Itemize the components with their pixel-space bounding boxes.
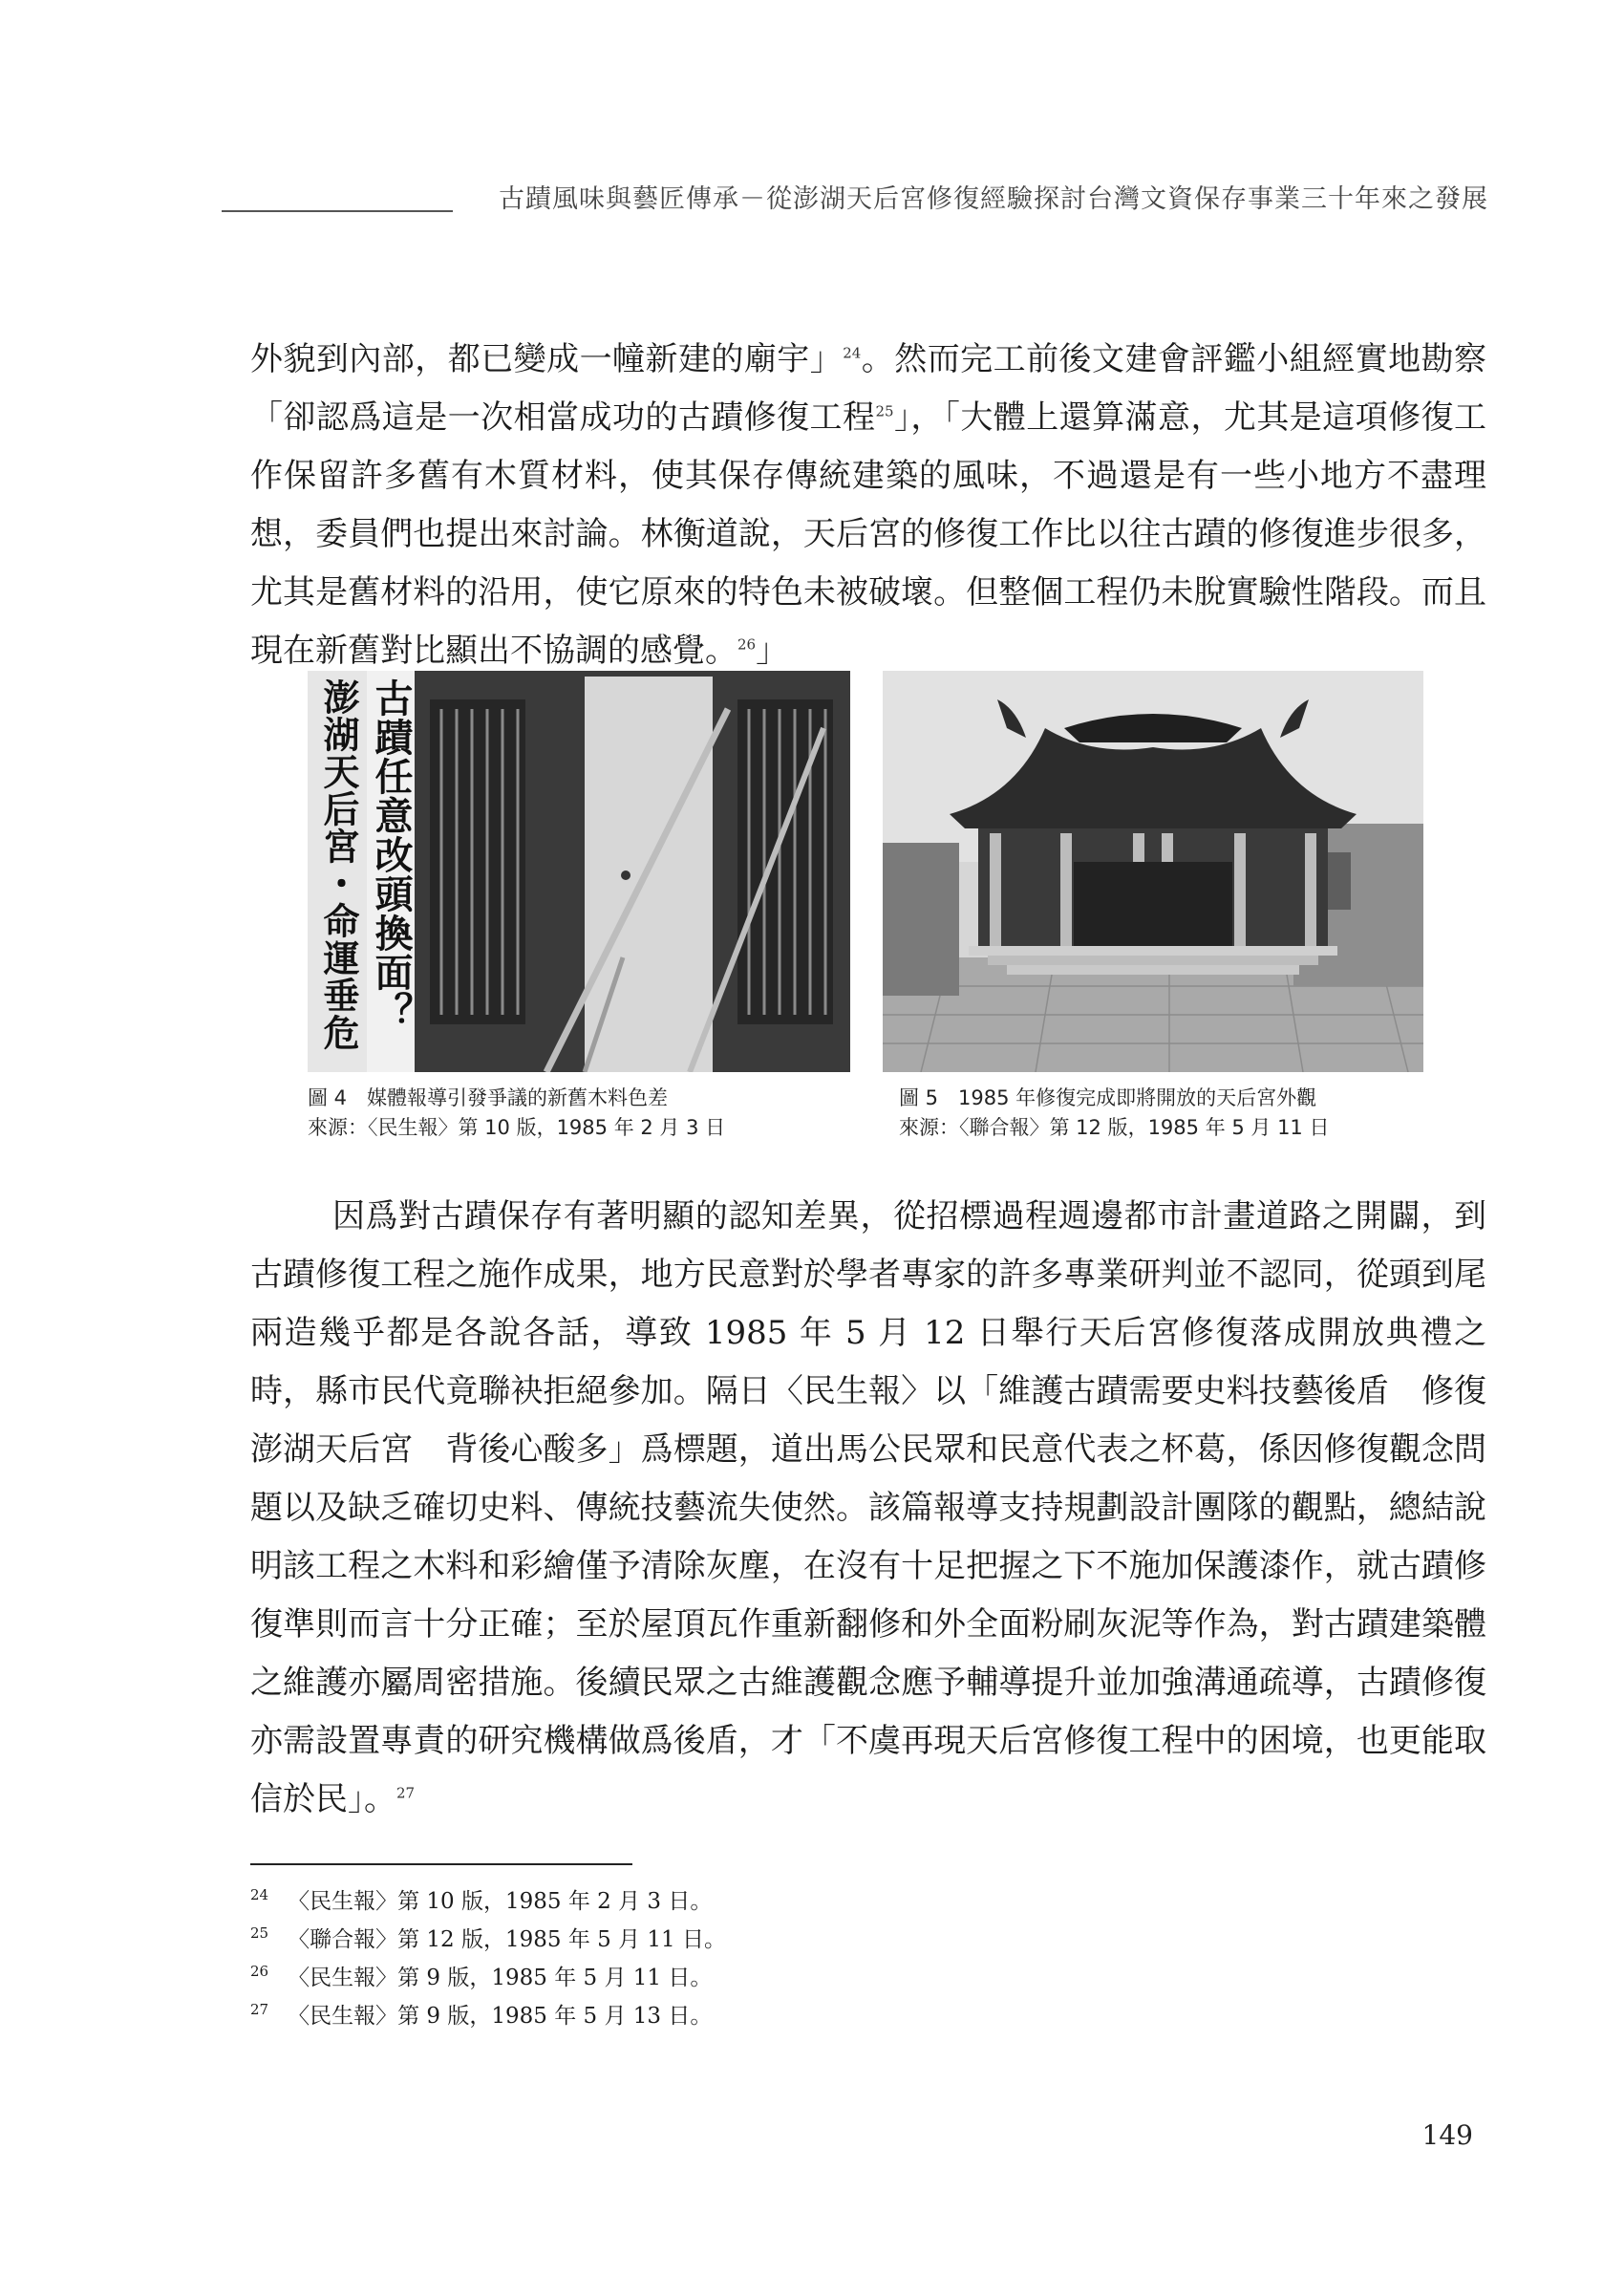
footnote-ref-27[interactable]: 27: [396, 1784, 416, 1802]
footnote-ref-26[interactable]: 26: [737, 635, 757, 654]
header-rule: [222, 210, 453, 212]
figure-5-title: 圖 5 1985 年修復完成即將開放的天后宮外觀: [899, 1086, 1317, 1109]
text-run: 。然而完工前後文建會評鑑小組經實地勘察「卻認爲這是一次相當成功的古蹟修復工程: [250, 340, 1487, 437]
text-run: 因爲對古蹟保存有著明顯的認知差異，從招標過程週邊都市計畫道路之開闢，到古蹟修復工程之施作成果，地方民意對於學者專家的許多專業研判並不認同，從頭到尾兩造幾乎都是各說各話，導致 1985 年 5 月 12 日舉行天后宮修復落成開放典禮之時，縣市民代竟聯袂拒絕參加。隔日〈民生報〉以「維護古蹟需要史料技藝後盾 修復澎湖天后宮 背後心酸多」爲標題，道出馬公民眾和民意代表之杯葛，係因修復觀念問題以及缺乏確切史料、傳統技藝流失使然。該篇報導支持規劃設計團隊的觀點，總結說明該工程之木料和彩繪僅予清除灰塵，在沒有十足把握之下不施加保護漆作，就古蹟修復準則而言十分正確；至於屋頂瓦作重新翻修和外全面粉刷灰泥等作為，對古蹟建築體之維護亦屬周密措施。後續民眾之古維護觀念應予輔導提升並加強溝通疏導，古蹟修復亦需設置專責的研究機構做爲後盾，才「不虞再現天后宮修復工程中的困境，也更能取信於民」。: [250, 1197, 1486, 1818]
footnote-separator: [250, 1863, 632, 1865]
footnote-text: 〈民生報〉第 10 版，1985 年 2 月 3 日。: [288, 1889, 713, 1914]
temple-photo-graphic: [883, 671, 1423, 1072]
footnote-25: 25 〈聯合報〉第 12 版，1985 年 5 月 11 日。: [250, 1924, 726, 1952]
text-run: 」: [756, 632, 789, 670]
footnote-text: 〈民生報〉第 9 版，1985 年 5 月 13 日。: [288, 2004, 713, 2029]
body-paragraph-2: [250, 1188, 1486, 1829]
running-header: 古蹟風味與藝匠傳承－從澎湖天后宮修復經驗探討台灣文資保存事業三十年來之發展: [499, 184, 1488, 214]
newspaper-headline-left: 澎湖天后宮・命運垂危: [317, 678, 359, 1051]
footnote-26: 26 〈民生報〉第 9 版，1985 年 5 月 11 日。: [250, 1963, 713, 1990]
figure-4-source: 來源：〈民生報〉第 10 版，1985 年 2 月 3 日: [308, 1116, 726, 1139]
figure-5-source: 來源：〈聯合報〉第 12 版，1985 年 5 月 11 日: [899, 1116, 1330, 1139]
body-paragraph-1: [250, 331, 1486, 680]
figure-4-caption: [308, 1084, 725, 1143]
footnote-text: 〈聯合報〉第 12 版，1985 年 5 月 11 日。: [288, 1927, 726, 1952]
figure-5-caption: [899, 1084, 1329, 1143]
newspaper-headline-right: 古蹟任意改頭換面？: [369, 678, 413, 1031]
footnote-27: 27 〈民生報〉第 9 版，1985 年 5 月 13 日。: [250, 2001, 713, 2029]
footnote-ref-24[interactable]: 24: [843, 344, 862, 362]
footnote-text: 〈民生報〉第 9 版，1985 年 5 月 11 日。: [288, 1966, 713, 1990]
footnotes: [250, 1882, 726, 2035]
page-number: 149: [1421, 2119, 1473, 2151]
footnote-24: 24 〈民生報〉第 10 版，1985 年 2 月 3 日。: [250, 1886, 713, 1914]
footnote-ref-25[interactable]: 25: [875, 402, 894, 420]
figure-5-temple-photo: [883, 671, 1423, 1072]
text-run: 外貌到內部，都已變成一幢新建的廟宇」: [250, 340, 844, 378]
figure-4-title: 圖 4 媒體報導引發爭議的新舊木料色差: [308, 1086, 669, 1109]
text-run: 」，「大體上還算滿意，尤其是這項修復工作保留許多舊有木質材料，使其保存傳統建築的風味，不過還是有一些小地方不盡理想，委員們也提出來討論。林衡道說，天后宮的修復工作比以往古蹟的修復進步很多，尤其是舊材料的沿用，使它原來的特色未被破壞。但整個工程仍未脫實驗性階段。而且現在新舊對比顯出不協調的感覺。: [250, 398, 1486, 670]
figure-4-newspaper-photo: [308, 671, 850, 1072]
